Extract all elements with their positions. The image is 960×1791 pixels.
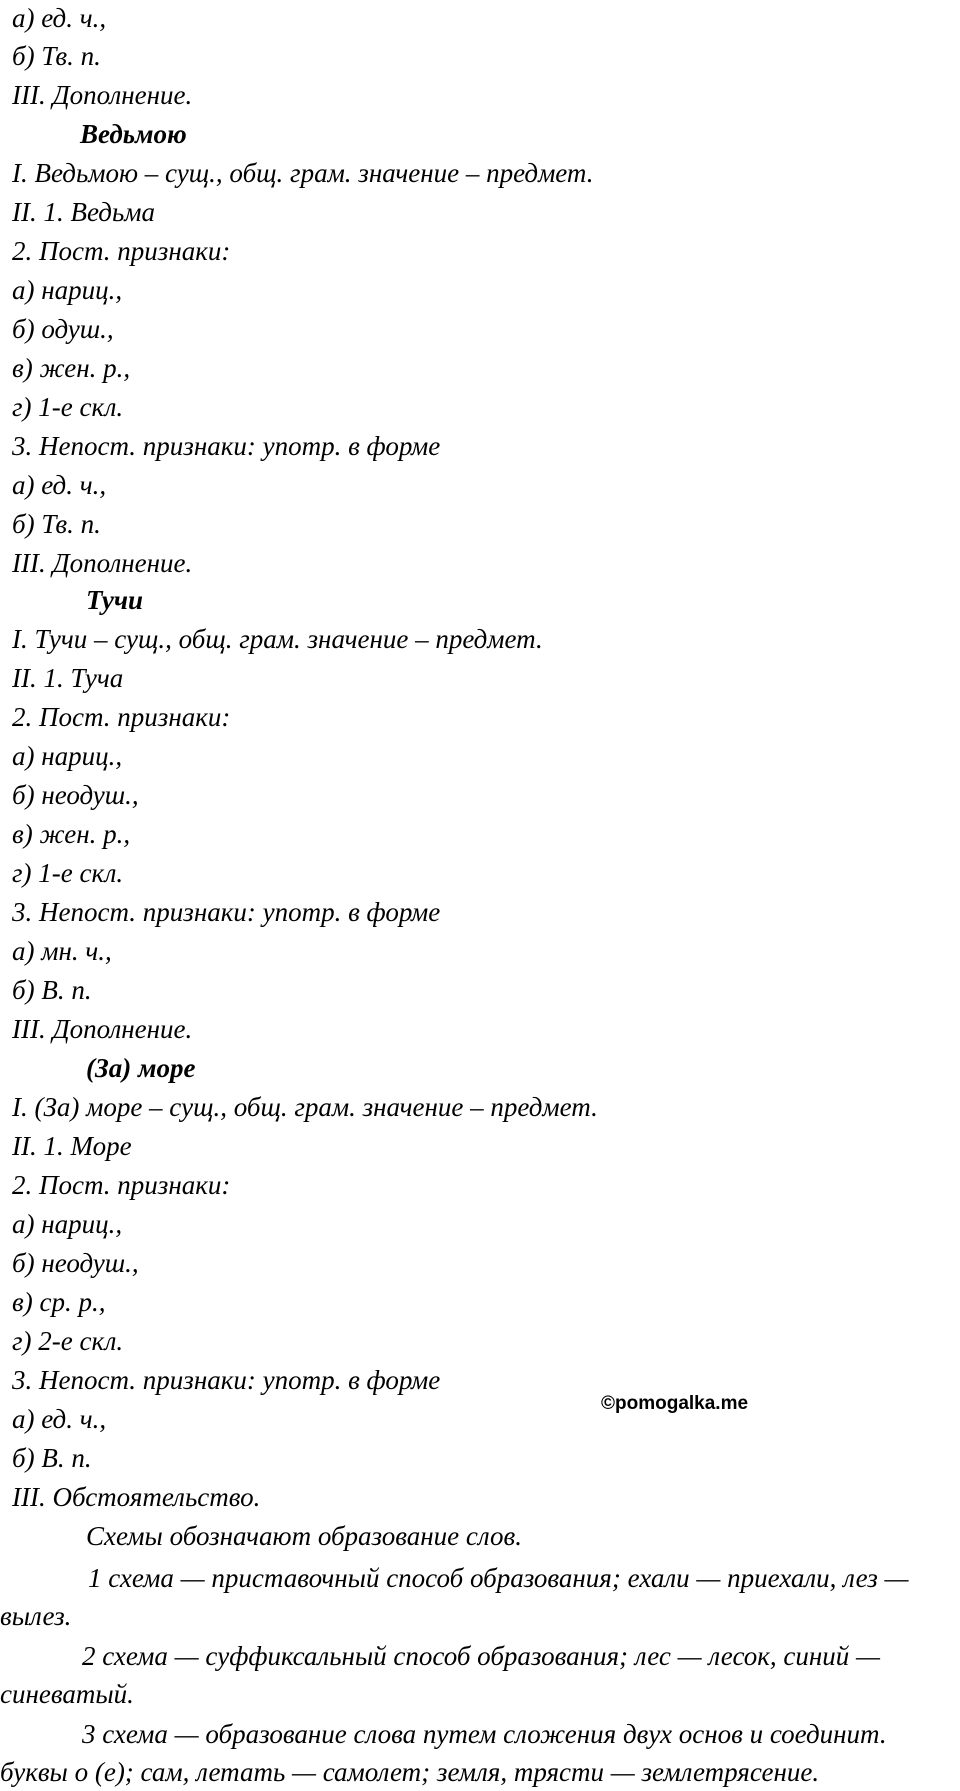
text-line: а) ед. ч., — [12, 470, 107, 500]
text-line: а) ед. ч., — [12, 3, 107, 33]
text-line: б) Тв. п. — [12, 41, 101, 71]
text-line: г) 1-е скл. — [12, 858, 124, 888]
text-line: III. Дополнение. — [12, 80, 193, 110]
text-line: в) жен. р., — [12, 819, 131, 849]
text-line: а) нариц., — [12, 741, 123, 771]
text-line: III. Обстоятельство. — [12, 1482, 261, 1512]
text-line: в) ср. р., — [12, 1287, 106, 1317]
text-line: 3. Непост. признаки: употр. в форме — [12, 1365, 441, 1395]
text-line: 2. Пост. признаки: — [12, 236, 231, 266]
text-line: III. Дополнение. — [12, 548, 193, 578]
text-line: б) В. п. — [12, 1443, 92, 1473]
text-line: б) неодуш., — [12, 1248, 139, 1278]
text-line: 3. Непост. признаки: употр. в форме — [12, 897, 441, 927]
text-line: II. 1. Ведьма — [12, 197, 155, 227]
text-line: Схемы обозначают образование слов. — [86, 1521, 522, 1551]
text-line: I. (За) море – сущ., общ. грам. значение – предмет. — [12, 1092, 598, 1122]
text-line: б) одуш., — [12, 314, 114, 344]
text-line: III. Дополнение. — [12, 1014, 193, 1044]
text-line: I. Тучи – сущ., общ. грам. значение – предмет. — [12, 624, 543, 654]
text-line: II. 1. Туча — [12, 663, 124, 693]
text-line: а) мн. ч., — [12, 936, 112, 966]
section-heading: Ведьмою — [80, 119, 187, 149]
text-line: 3. Непост. признаки: употр. в форме — [12, 431, 441, 461]
section-heading: (За) море — [86, 1053, 196, 1083]
text-line: 2. Пост. признаки: — [12, 1170, 231, 1200]
text-line: б) Тв. п. — [12, 509, 101, 539]
text-line: г) 1-е скл. — [12, 392, 124, 422]
section-heading: Тучи — [86, 585, 144, 615]
text-line: I. Ведьмою – сущ., общ. грам. значение – предмет. — [12, 158, 594, 188]
text-line: 2 схема — суффиксальный способ образования; лес — лесок, синий — синеватый. — [0, 1641, 881, 1709]
text-line: 3 схема — образование слова путем сложения двух основ и соединит. буквы о (е); сам, летать — самолет; земля, трясти — землетрясение. — [0, 1719, 887, 1787]
text-line: г) 2-е скл. — [12, 1326, 124, 1356]
text-line: б) В. п. — [12, 975, 92, 1005]
text-line: а) ед. ч., — [12, 1404, 107, 1434]
text-line: 2. Пост. признаки: — [12, 702, 231, 732]
text-line: а) нариц., — [12, 275, 123, 305]
text-line: II. 1. Море — [12, 1131, 132, 1161]
text-line: б) неодуш., — [12, 780, 139, 810]
text-line: в) жен. р., — [12, 353, 131, 383]
watermark: ©pomogalka.me — [601, 1393, 749, 1414]
text-line: а) нариц., — [12, 1209, 123, 1239]
text-line: 1 схема — приставочный способ образования; ехали — приехали, лез — вылез. — [0, 1563, 909, 1631]
